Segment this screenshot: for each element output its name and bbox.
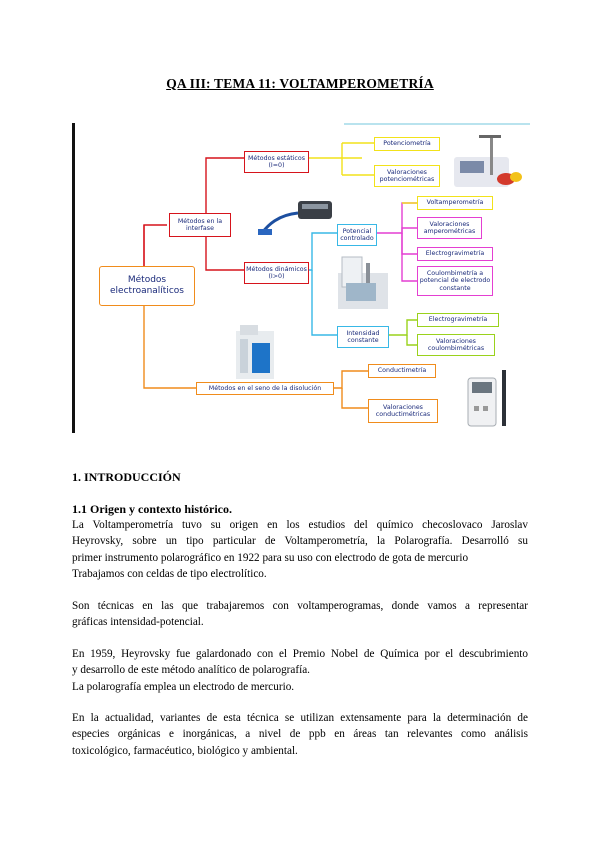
static-methods-node: Métodos estáticos (I=0)	[244, 151, 309, 173]
document-title: QA III: TEMA 11: VOLTAMPEROMETRÍA	[166, 76, 434, 91]
paragraph-2	[72, 598, 528, 631]
paragraph-line: Heyrovsky, sobre un tipo particular de Voltamperometría, la Polarografía. Desarrolló su	[72, 535, 528, 548]
constant-current-node: Intensidad constante	[337, 326, 389, 348]
paragraph-line: gráficas intensidad-potencial.	[72, 616, 204, 629]
paragraph-line: La Voltamperometría tuvo su origen en los estudios del químico checoslovaco Jaroslav	[72, 519, 528, 531]
conductimetry-node: Conductimetría	[368, 364, 436, 378]
voltammetry-node: Voltamperometría	[417, 196, 493, 210]
electrode-photo	[258, 195, 338, 239]
electrogravimetry-node-1: Electrogravimetría	[417, 247, 493, 261]
amp-titrations-node: Valoraciones amperométricas	[417, 217, 482, 239]
paragraph-line: Trabajamos con celdas de tipo electrolítico.	[72, 568, 267, 581]
paragraph-4	[72, 710, 528, 759]
potentiometry-node: Potenciometría	[374, 137, 440, 151]
subsection-heading: 1.1 Origen y contexto histórico.	[72, 502, 232, 516]
interface-node: Métodos en la interfase	[169, 213, 231, 237]
paragraph-3	[72, 646, 528, 695]
paragraph-line: y desarrollo de este método analítico de polarografía.	[72, 664, 310, 677]
paragraph-1	[72, 517, 528, 583]
paragraph-line: primer instrumento polarográfico en 1922 para su uso con electrodo de gota de mercurio	[72, 551, 469, 564]
paragraph-line: especies orgánicas e inorgánicas, a nivel de ppb en áreas tan relevantes como análisis	[72, 728, 528, 741]
electrochemical-cell-photo	[334, 253, 396, 311]
cond-titrations-node: Valoraciones conductimétricas	[368, 399, 438, 423]
pot-titrations-node: Valoraciones potenciométricas	[374, 165, 440, 187]
paragraph-line: toxicológico, farmacéutico, biológico y ambiental.	[72, 744, 298, 757]
paragraph-line: En la actualidad, variantes de esta técnica se utilizan extensamente para la determinación de	[72, 712, 528, 724]
analyzer-photo	[232, 321, 280, 383]
root-node: Métodos electroanalíticos	[99, 266, 195, 306]
potentiometer-photo	[444, 127, 526, 191]
electroanalytical-methods-diagram	[72, 123, 530, 433]
conductimeter-photo	[464, 366, 514, 430]
paragraph-line: La polarografía emplea un electrodo de mercurio.	[72, 680, 295, 693]
paragraph-line: En 1959, Heyrovsky fue galardonado con el Premio Nobel de Química por el descubrimiento	[72, 648, 528, 660]
section-heading: 1. INTRODUCCIÓN	[72, 470, 181, 484]
coul-titrations-node: Valoraciones coulombimétricas	[417, 334, 495, 356]
coulometry-node: Coulombimetría a potencial de electrodo constante	[417, 266, 493, 296]
dynamic-methods-node: Métodos dinámicos (I>0)	[244, 262, 309, 284]
solution-methods-node: Métodos en el seno de la disolución	[196, 382, 334, 395]
electrogravimetry-node-2: Electrogravimetría	[417, 313, 499, 327]
paragraph-line: Son técnicas en las que trabajaremos con voltamperogramas, donde vamos a representar	[72, 600, 528, 612]
controlled-potential-node: Potencial controlado	[337, 224, 377, 246]
